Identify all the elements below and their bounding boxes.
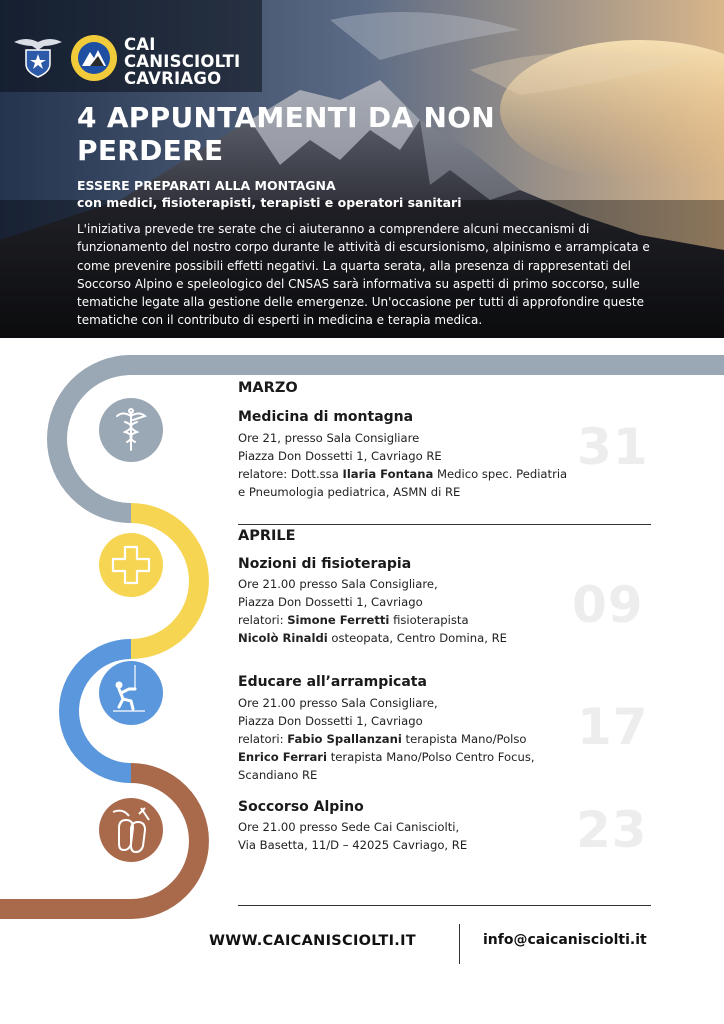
event-2-time-place: Ore 21.00 presso Sala Consigliare,: [238, 577, 438, 591]
brand-line-3: CAVRIAGO: [124, 69, 222, 88]
event-1-title: Medicina di montagna: [238, 409, 414, 425]
intro-paragraph: L'iniziativa prevede tre serate che ci aiuteranno a comprendere alcuni meccanismi di funzionamento del nostro corpo durante le attività di escursionismo, alpinismo e arrampicata e come prevenire possibili effetti negativi. La quarta serata, alla presenza di rappresentati del Soccorso Alpino e speleologico del CNSAS sarà informativa su aspetti di primo soccorso, sulle tematiche legate alla gestione delle emergenze. Un'occasione per tutti di approfondire queste tematiche con il contributo di esperti in medicina e terapia medica.: [77, 222, 650, 328]
brand-line-1: CAI: [124, 35, 156, 54]
event-2-speaker-prefix: relatori:: [238, 613, 288, 627]
event-3-speaker-1-role: terapista Mano/Polso: [401, 732, 527, 746]
event-1-speaker-name: Ilaria Fontana: [342, 467, 434, 481]
event-3-speaker-2-name: Enrico Ferrari: [238, 750, 328, 764]
title-line-2: PERDERE: [77, 134, 224, 167]
event-3-speaker-2-role: terapista Mano/Polso Centro Focus,: [327, 750, 535, 764]
event-2-day: 09: [572, 576, 644, 634]
subtitle: [77, 177, 462, 211]
event-3-speaker-prefix: relatori:: [238, 732, 288, 746]
event-2-speaker-2-role: osteopata, Centro Domina, RE: [327, 631, 507, 645]
event-3-day: 17: [577, 698, 649, 756]
page-title: [77, 101, 547, 167]
cai-eagle-logo-icon: [12, 34, 64, 78]
month-heading-april: APRILE: [238, 528, 296, 544]
caduceus-icon: [99, 398, 163, 462]
event-3-speaker-1-name: Fabio Spallanzani: [287, 732, 402, 746]
email-link[interactable]: info@caicanisciolti.it: [483, 932, 647, 948]
event-3-icon-circle: [99, 661, 163, 725]
event-1-speaker: [238, 465, 568, 483]
event-3-speaker-2: [238, 748, 568, 766]
footer-separator: [459, 924, 460, 964]
event-2-address: Piazza Don Dossetti 1, Cavriago: [238, 595, 423, 609]
event-1-address: Piazza Don Dossetti 1, Cavriago RE: [238, 449, 442, 463]
event-1-day: 31: [577, 418, 649, 476]
event-4-title: Soccorso Alpino: [238, 799, 364, 815]
event-1-details: [238, 429, 568, 501]
divider-footer: [238, 905, 651, 906]
event-1-speaker-role-cont: e Pneumologia pediatrica, ASMN di RE: [238, 485, 461, 499]
event-2-speaker-1-name: Simone Ferretti: [287, 613, 390, 627]
event-1-time-place: Ore 21, presso Sala Consigliare: [238, 431, 420, 445]
title-line-1: 4 APPUNTAMENTI DA NON: [77, 101, 496, 134]
event-1-icon-circle: [99, 398, 163, 462]
website-link[interactable]: WWW.CAICANISCIOLTI.IT: [209, 933, 416, 949]
brand-name: [124, 36, 240, 87]
event-4-address: Via Basetta, 11/D – 42025 Cavriago, RE: [238, 838, 468, 852]
event-3-speaker-2-role-cont: Scandiano RE: [238, 768, 318, 782]
medical-cross-icon: [99, 533, 163, 597]
event-4-icon-circle: [99, 798, 163, 862]
month-heading-march: MARZO: [238, 380, 298, 396]
event-2-speaker-1-role: fisioterapista: [389, 613, 469, 627]
subtitle-line-1: ESSERE PREPARATI ALLA MONTAGNA: [77, 178, 336, 193]
event-4-time-place: Ore 21.00 presso Sede Cai Canisciolti,: [238, 820, 460, 834]
event-3-address: Piazza Don Dossetti 1, Cavriago: [238, 714, 423, 728]
event-2-speaker-2-name: Nicolò Rinaldi: [238, 631, 328, 645]
subtitle-line-2: con medici, fisioterapisti, terapisti e operatori sanitari: [77, 195, 462, 210]
event-2-speaker-2: [238, 629, 568, 647]
event-4-details: [238, 818, 568, 854]
event-3-time-place: Ore 21.00 presso Sala Consigliare,: [238, 696, 438, 710]
carabiner-icon: [99, 798, 163, 862]
event-3-title: Educare all’arrampicata: [238, 674, 427, 690]
event-2-icon-circle: [99, 533, 163, 597]
header-banner: [0, 0, 724, 338]
event-1-speaker-prefix: relatore: Dott.ssa: [238, 467, 343, 481]
divider-march-april: [238, 524, 651, 525]
event-2-speaker-1: [238, 611, 568, 629]
climber-icon: [99, 661, 163, 725]
event-1-speaker-role: Medico spec. Pediatria: [433, 467, 568, 481]
event-4-day: 23: [576, 801, 648, 859]
canisciolti-round-logo-icon: [70, 34, 118, 82]
event-2-details: [238, 575, 568, 647]
event-2-title: Nozioni di fisioterapia: [238, 556, 412, 572]
brand-line-2: CANISCIOLTI: [124, 52, 241, 71]
event-3-speaker-1: [238, 730, 568, 748]
event-3-details: [238, 694, 568, 784]
